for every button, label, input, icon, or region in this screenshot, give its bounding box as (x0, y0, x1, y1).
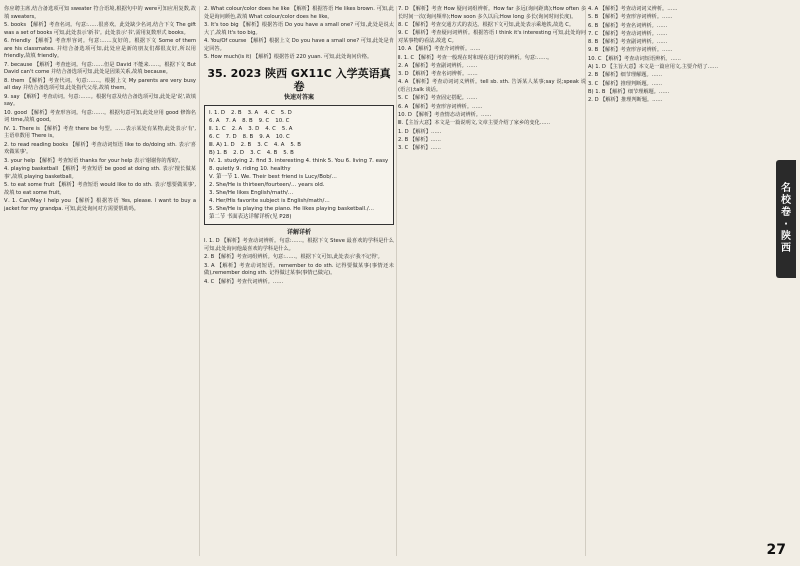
paragraph: 2. D 【解析】推理判断题。…… (588, 97, 663, 104)
paragraph: 8. B 【解析】考查副词辨析。…… (588, 39, 668, 46)
paragraph: B) 1. B 【解析】细节理解题。…… (588, 88, 670, 95)
paragraph: 3. C 【解析】推理判断题。…… (588, 80, 663, 87)
answer-line: 2. She/He is thirteen/fourteen/… years old. (209, 181, 325, 188)
paragraph: 6. friendly 【解析】考查形容词。句意:……友好的。根据下文 Some of them are his classmates. 并结合备选项可知,此处应是新的朋友们都很友好,所以用 friendly,故填 friendly。 (4, 38, 196, 60)
paragraph: 4. A 【解析】考查动词词义辨析。tell sb. sth. 告诉某人某事;say 说;speak 说(语言);talk 谈话。 (398, 79, 586, 94)
paragraph: 2. B 【解析】…… (398, 136, 441, 143)
paragraph: A) 1. D 【主旨大意】本文是一篇应用文,主要介绍了…… (588, 64, 719, 71)
paragraph: 5. B 【解析】考查形容词辨析。…… (588, 14, 673, 21)
paragraph: 2. What colour/color does he like 【解析】根据答语 He likes brown. 可知,此处是询问颜色,故填 What colour/color does he like。 (204, 6, 394, 20)
answer-line: 5. She/He is playing the piano. He likes playing basketball./… (209, 205, 375, 212)
answer-row: Ⅱ. 1. C 2. A 3. D 4. C 5. A (209, 125, 293, 132)
paragraph: 3. C 【解析】…… (398, 145, 441, 152)
answer-row: 6. C 7. D 8. B 9. A 10. C (209, 133, 290, 140)
paragraph: 7. C 【解析】考查动词辨析。…… (588, 30, 668, 37)
paragraph: 4. A 【解析】考查动词词义辨析。…… (588, 6, 678, 12)
paragraph: 1. D 【解析】…… (398, 128, 442, 135)
paragraph: Ⅰ. 1. D 【解析】考查动词辨析。句意:……。根据下文 Steve 最喜欢的学科是什么可知,此处询问他最喜欢的学科是什么。 (204, 238, 394, 253)
paragraph: 4. playing basketball 【解析】考查短语 be good at doing sth. 表示'擅长做某事',故填 playing basketball。 (4, 166, 196, 180)
paragraph: Ⅱ. 1. C 【解析】考查一般现在时和现在进行时的辨析。句意:……。 (398, 54, 553, 61)
paragraph: 7. D 【解析】考查 How 疑问词组辨析。How far 多远(询问距离);How often 多长时间一次(询问频率);How soon 多久以后;How long 多长(询问时间长度)。 (398, 6, 586, 20)
detail-title: 详解详析 (286, 228, 311, 236)
paragraph: 5. C 【解析】考查固定搭配。…… (398, 95, 478, 102)
paragraph: 10. good 【解析】考查形容词。句意:……。根据句意可知,此处应用 good 修饰名词 time,故填 good。 (4, 109, 196, 124)
side-tab-label: 名 校 卷 · 陕 西 (776, 160, 796, 278)
answer-line: 第二节 书面表达详解详析(见 P28) (209, 213, 292, 220)
paragraph: 9. C 【解析】考查疑问词辨析。根据答语 I think it's interesting 可知,此处询问对某事物的看法,故选 C。 (398, 30, 586, 44)
section-title: 35. 2023 陕西 GX11C 入学英语真卷 (207, 66, 391, 93)
paragraph: 8. C 【解析】考查交通方式的表达。根据下文可知,此处表示乘地铁,故选 C。 (398, 22, 575, 28)
answer-row: B) 1. B 2. D 3. C 4. B 5. B (209, 149, 294, 156)
paragraph: 9. B 【解析】考查形容词辨析。…… (588, 47, 673, 54)
column-divider (396, 6, 397, 556)
page-number: 27 (766, 542, 786, 558)
answer-line: 3. She/He likes English/math/… (209, 189, 294, 196)
section-subtitle: 快速对答案 (283, 93, 314, 101)
paragraph: 3. It's too big 【解析】根据答语 Do you have a small one? 可知,此处是说太大了,故填 It's too big。 (204, 22, 394, 36)
answer-line: Ⅳ. 1. studying 2. find 3. interesting 4. think 5. You 6. living 7. easy 8. quietly 9. riding 10. healthy (209, 157, 389, 172)
paragraph: 5. books 【解析】考查名词。句意:……很喜欢。此处缺少名词,结合下文 The gift was a set of books 可知,此处表示'新书'。此处表示'书',需用复数形式 books。 (4, 22, 196, 36)
quick-answer-box (204, 105, 394, 225)
paragraph: 8. them 【解析】考查代词。句意:……。根据上文 My parents are very busy all day 并结合备选项可知,此处指代父母,故填 them。 (4, 77, 196, 92)
paragraph: 3. your help 【解析】考查短语 thanks for your help 表示'谢谢你的帮助'。 (4, 157, 184, 164)
answer-column-4 (588, 6, 768, 106)
paragraph: 2. A 【解析】考查副词辨析。…… (398, 62, 478, 69)
paragraph: Ⅳ. 1. There is 【解析】考查 there be 句型。……表示某处有某物,此处表示'有',主语单数用 There is。 (4, 125, 196, 140)
paragraph: 4. C 【解析】考查代词辨析。…… (204, 278, 284, 285)
paragraph: 9. say 【解析】考查动词。句意:……。根据句意及结合备选项可知,此处是'说',故填 say。 (4, 93, 196, 108)
paragraph: 3. D 【解析】考查名词辨析。…… (398, 71, 478, 78)
answer-line: 4. Her/His favorite subject is English/math/… (209, 197, 330, 204)
paragraph: Ⅴ. 1. Can/May I help you 【解析】根据答语 Yes, please. I want to buy a jacket for my grandpa. 可知,此处询问对方需要帮助吗。 (4, 198, 196, 212)
paragraph: 4. You/Of course 【解析】根据上文 Do you have a small one? 可知,此处是肯定回答。 (204, 38, 394, 52)
paragraph: 10. D 【解析】考查情态动词辨析。…… (398, 112, 492, 119)
answer-column-1 (4, 6, 196, 214)
paragraph: 2. B 【解析】细节理解题。…… (588, 72, 663, 79)
paragraph: 2. to read reading books 【解析】考查动词短语 like to do/doing sth. 表示'喜欢做某事'。 (4, 141, 196, 156)
answer-column-3 (398, 6, 586, 154)
paragraph: 10. A 【解析】考查介词辨析。…… (398, 46, 481, 53)
answer-column-2 (204, 6, 394, 287)
paragraph: 7. because 【解析】考查连词。句意:……但是 David 不能来……。根据下文 But David can't come 并结合备选项可知,此处是因果关系,故填 because。 (4, 61, 196, 76)
paragraph: Ⅲ.【主旨大意】本文是一篇说明文,文章主要介绍了家乡的变化…… (398, 120, 551, 127)
paragraph: 10. C 【解析】考查动词短语辨析。…… (588, 55, 681, 62)
paragraph: 5. How much(is it) 【解析】根据答语 220 yuan. 可知,此处询问价格。 (204, 54, 373, 60)
paragraph: 3. A 【解析】考查动词短语。remember to do sth. 记得要做某事(事情还未做),remember doing sth. 记得做过某事(事情已做完)。 (204, 262, 394, 277)
paragraph: 5. to eat some fruit 【解析】考查短语 would like to do sth. 表示'想要做某事',故填 to eat some fruit。 (4, 182, 196, 196)
answer-row: 6. A 7. A 8. B 9. C 10. C (209, 117, 290, 124)
answer-row: Ⅰ. 1. D 2. B 3. A 4. C 5. D (209, 109, 292, 116)
paragraph: 6. B 【解析】考查名词辨析。…… (588, 22, 668, 29)
paragraph: 2. B 【解析】考查词组辨析。句意:……。根据下文可知,此处表示'我不记得'。 (204, 254, 383, 261)
column-divider (199, 6, 200, 556)
paragraph: 6. A 【解析】考查形容词辨析。…… (398, 103, 483, 110)
answer-row: Ⅲ. A) 1. D 2. B 3. C 4. A 5. B (209, 141, 301, 148)
paragraph: 你应聘主席,结合备选项可知 sweater 符合语境,根据句中的 were可知应用复数,故填 sweaters。 (4, 6, 196, 20)
answer-line: Ⅴ. 第一节 1. We. Their best friend is Lucy/Bob/… (209, 173, 337, 180)
